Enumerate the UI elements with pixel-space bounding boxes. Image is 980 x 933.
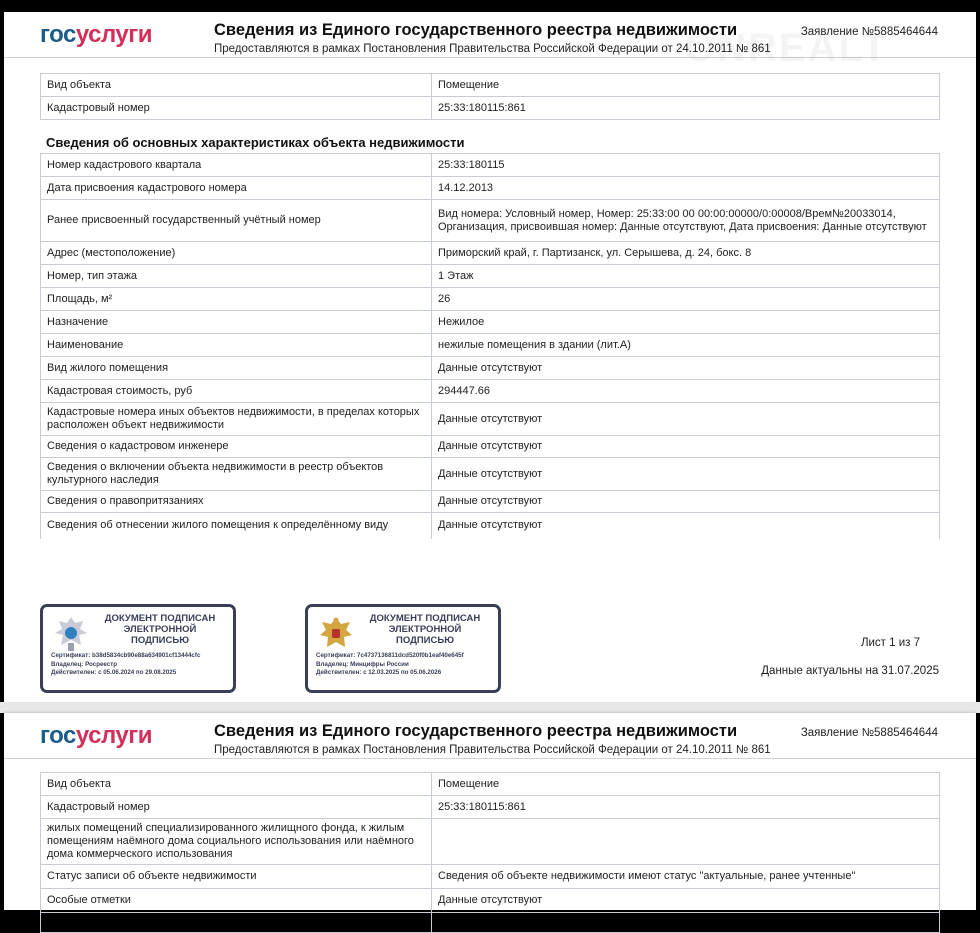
russian-coat-of-arms-icon <box>318 615 354 653</box>
table-row: Вид объекта Помещение <box>41 773 940 796</box>
table-row: Ранее присвоенный государственный учётный номер Вид номера: Условный номер, Номер: 25:33:00 00 00:00:00000/0:00008/Врем№20033014, Организация, присвоившая номер: Данные отсутствуют, Дата присвоения: Данные отсутствуют <box>41 200 940 242</box>
watermark <box>684 26 888 71</box>
stamp-info: Сертификат: 7c4737136811dcd520f0b1eaf40e645f Владелец: Минцифры России Действителен: с 12.03.2025 по 05.06.2026 <box>316 652 464 676</box>
document-page-2 <box>4 713 976 910</box>
table-row: Кадастровая стоимость, руб 294447.66 <box>41 380 940 403</box>
table-row: Площадь, м² 26 <box>41 288 940 311</box>
table-row: Кадастровые номера иных объектов недвижимости, в пределах которых расположен объект недвижимости Данные отсутствуют <box>41 403 940 436</box>
table-row: Назначение Нежилое <box>41 311 940 334</box>
table-row: Вид объекта Помещение <box>41 74 940 97</box>
table-row: Особые отметки Данные отсутствуют <box>41 889 940 913</box>
table-row: Адрес (местоположение) Приморский край, г. Партизанск, ул. Серышева, д. 24, бокс. 8 <box>41 242 940 265</box>
table-row: Сведения о включении объекта недвижимости в реестр объектов культурного наследия Данные отсутствуют <box>41 458 940 491</box>
document-page-1 <box>4 12 976 702</box>
document-subtitle: Предоставляются в рамках Постановления Правительства Российской Федерации от 24.10.2011 № 861 <box>214 744 771 756</box>
table-row: жилых помещений специализированного жилищного фонда, к жилым помещениям наёмного дома социального использования или наёмного дома коммерческого использования <box>41 819 940 865</box>
stamp-info: Сертификат: b38d5834cb90e88a634901cf13444cfc Владелец: Росреестр Действителен: с 05.06.2024 по 29.08.2025 <box>51 652 201 676</box>
object-table <box>40 772 940 933</box>
table-row: Сведения о кадастровом инженере Данные отсутствуют <box>41 436 940 458</box>
document-subtitle: Предоставляются в рамках Постановления Правительства Российской Федерации от 24.10.2011 № 861 <box>214 43 771 55</box>
page-header <box>4 713 976 759</box>
gosuslugi-logo: госуслуги <box>40 722 152 749</box>
table-row: Сведения о правопритязаниях Данные отсутствуют <box>41 491 940 513</box>
page-header <box>4 12 976 58</box>
document-title: Сведения из Единого государственного реестра недвижимости <box>214 21 738 39</box>
object-table <box>40 73 940 120</box>
sheet-counter: Лист 1 из 7 <box>860 637 920 649</box>
table-row: Статус записи об объекте недвижимости Сведения об объекте недвижимости имеют статус "актуальные, ранее учтенные" <box>41 865 940 889</box>
signature-stamp-mintsifry <box>305 604 501 693</box>
rosreestr-emblem-icon <box>53 615 89 653</box>
section-title: Сведения об основных характеристиках объекта недвижимости <box>46 135 465 150</box>
actual-date: Данные актуальны на 31.07.2025 <box>761 665 939 677</box>
stamp-title: ДОКУМЕНТ ПОДПИСАН ЭЛЕКТРОННОЙ ПОДПИСЬЮ <box>104 613 216 646</box>
gosuslugi-logo: госуслуги <box>40 21 152 48</box>
table-row: Вид жилого помещения Данные отсутствуют <box>41 357 940 380</box>
stamp-title: ДОКУМЕНТ ПОДПИСАН ЭЛЕКТРОННОЙ ПОДПИСЬЮ <box>369 613 481 646</box>
table-row <box>41 913 940 933</box>
table-row: Кадастровый номер 25:33:180115:861 <box>41 796 940 819</box>
table-row: Кадастровый номер 25:33:180115:861 <box>41 97 940 120</box>
table-row: Номер кадастрового квартала 25:33:180115 <box>41 154 940 177</box>
characteristics-table <box>40 153 940 539</box>
page-separator <box>0 702 980 713</box>
table-row: Дата присвоения кадастрового номера 14.12.2013 <box>41 177 940 200</box>
table-row: Сведения об отнесении жилого помещения к определённому виду Данные отсутствуют <box>41 513 940 539</box>
table-row: Наименование нежилые помещения в здании (лит.А) <box>41 334 940 357</box>
signature-stamp-rosreestr <box>40 604 236 693</box>
application-number: Заявление №5885464644 <box>800 26 938 38</box>
application-number: Заявление №5885464644 <box>800 727 938 739</box>
document-title: Сведения из Единого государственного реестра недвижимости <box>214 722 738 740</box>
top-bar <box>0 0 980 12</box>
table-row: Номер, тип этажа 1 Этаж <box>41 265 940 288</box>
